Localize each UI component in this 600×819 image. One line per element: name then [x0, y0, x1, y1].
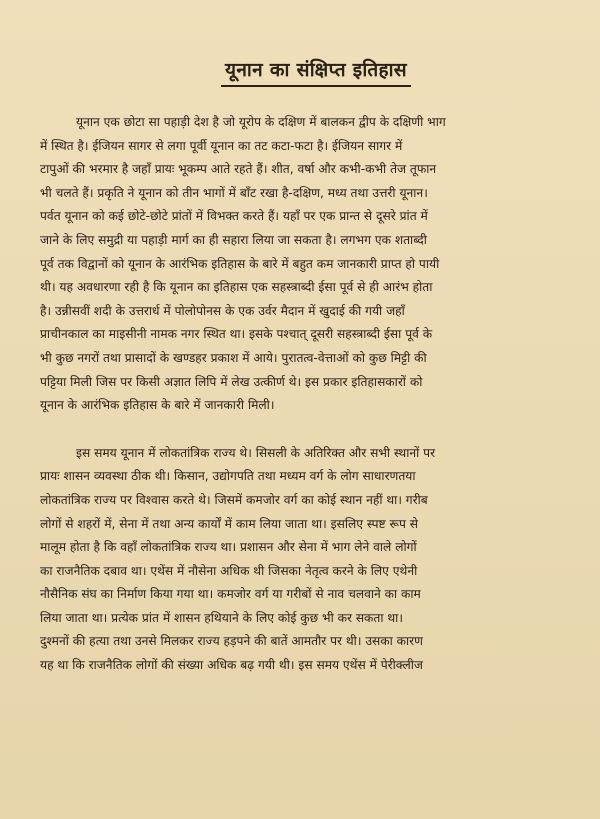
paragraph-line: है। उन्नीसवीं शदी के उत्तरार्ध में पोलोपोनस के एक उर्वर मैदान में खुदाई की गयी जहाँ: [40, 303, 405, 318]
paragraph-line: लोकतांत्रिक राज्य पर विश्वास करते थे। जिसमें कमजोर वर्ग का कोई स्थान नहीं था। गरीब: [40, 492, 428, 507]
paragraph-line: भी कुछ नगरों तथा प्रासादों के खण्डहर प्रकाश में आये। पुरातत्व-वेत्ताओं को कुछ मिट्टी की: [40, 350, 427, 365]
paragraph-line: यूनान के आरंभिक इतिहास के बारे में जानकारी मिली।: [40, 398, 275, 413]
paragraph-line: दुश्मनों की हत्या तथा उनसे मिलकर राज्य हड़पने की बातें आमतौर पर थी। उसका कारण: [40, 634, 423, 649]
paragraph-line: इस समय यूनान में लोकतांत्रिक राज्य थे। सिसली के अतिरिक्त और सभी स्थानों पर: [76, 445, 436, 460]
paragraph-line: यूनान एक छोटा सा पहाड़ी देश है जो यूरोप के दक्षिण में बालकन द्वीप के दक्षिणी भाग: [76, 115, 446, 129]
paragraph-line: थी। यह अवधारणा रही है कि यूनान का इतिहास एक सहस्त्राब्दी ईसा पूर्व से ही आरंभ होता: [40, 280, 433, 295]
paragraph-line: प्राचीनकाल का माइसीनी नामक नगर स्थित था। इसके पश्चात् दूसरी सहस्त्राब्दी ईसा पूर्व के: [40, 327, 433, 342]
page-title: यूनान का संक्षिप्त इतिहास: [221, 56, 411, 87]
paragraph-line: टापुओं की भरमार है जहाँ प्रायः भूकम्प आते रहते हैं। शीत, वर्षा और कभी-कभी तेज तूफान: [40, 162, 437, 177]
paragraph-line: का राजनैतिक दबाव था। एथेंस में नौसेना अधिक थी जिसका नेतृत्व करने के लिए एथेनी: [40, 563, 418, 578]
paragraph-1: [40, 111, 588, 418]
paragraph-line: मालूम होता है कि वहाँ लोकतांत्रिक राज्य था। प्रशासन और सेना में भाग लेने वाले लोगों: [40, 540, 417, 555]
paragraph-line: जाने के लिए समुद्री या पहाड़ी मार्ग का ही सहारा लिया जा सकता है। लगभग एक शताब्दी: [40, 232, 427, 247]
paragraph-line: लिया जाता था। प्रत्येक प्रांत में शासन हथियाने के लिए कोई कुछ भी कर सकता था।: [40, 610, 403, 625]
paragraph-line: यह था कि राजनैतिक लोगों की संख्या अधिक बढ़ गयी थी। इस समय एथेंस में पेरीक्लीज: [40, 658, 423, 673]
paragraph-line: पट्टिया मिली जिस पर किसी अज्ञात लिपि में लेख उत्कीर्ण थे। इस प्रकार इतिहासकारों को: [40, 374, 423, 389]
paragraph-line: नौसैनिक संघ का निर्माण किया गया था। कमजोर वर्ग या गरीबों से नाव चलवाने का काम: [40, 587, 421, 602]
paragraph-line: प्रायः शासन व्यवस्था ठीक थी। किसान, उद्योगपति तथा मध्यम वर्ग के लोग साधारणतया: [40, 469, 416, 484]
paragraph-line: लोगों से शहरों में, सेना में तथा अन्य कार्यों में काम लिया जाता था। इसलिए स्पष्ट रूप से: [40, 516, 419, 531]
paragraph-spacer: [40, 418, 588, 442]
title-area: [40, 56, 588, 87]
paragraph-line: पर्वत यूनान को कई छोटे-छोटे प्रांतों में विभक्त करते हैं। यहाँ पर एक प्रान्त से दूसरे प्रांत में: [40, 209, 428, 224]
paragraph-line: में स्थित है। ईजियन सागर से लगा पूर्वी यूनान का तट कटा-फटा है। ईजियन सागर में: [40, 138, 403, 153]
paragraph-line: पूर्व तक विद्वानों को यूनान के आरंभिक इतिहास के बारे में बहुत कम जानकारी प्राप्त हो पायी: [40, 256, 440, 271]
paragraph-line: भी चलते हैं। प्रकृति ने यूनान को तीन भागों में बाँट रखा है-दक्षिण, मध्य तथा उत्तरी यूनान।: [40, 185, 428, 200]
paragraph-2: [40, 442, 588, 678]
